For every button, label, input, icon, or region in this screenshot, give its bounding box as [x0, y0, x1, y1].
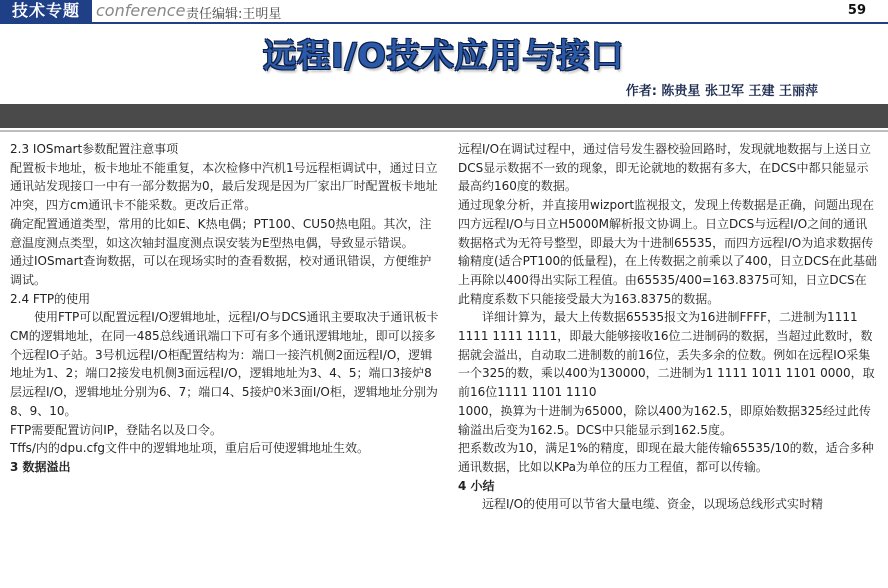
- section-tag-subtitle: conference: [96, 1, 186, 20]
- right-paragraph: 把系数改为10，满足1%的精度，即现在最大能传输65535/10的数，适合多种通讯数据，比如以KPa为单位的压力工程值，都可以传输。: [458, 441, 874, 474]
- page-number: 59: [847, 3, 866, 18]
- left-paragraph: FTP需要配置访问IP，登陆名以及口令。: [10, 422, 223, 437]
- left-paragraph: 2.3 IOSmart参数配置注意事项: [10, 142, 179, 156]
- left-column: [10, 140, 442, 477]
- header-divider: [0, 22, 888, 24]
- title-band: [0, 104, 888, 128]
- right-paragraph: 通过现象分析，并直接用wizport监视报文，发现上传数据是正确，问题出现在四方远程I/O与日立H5000M解析报文协调上。日立DCS与远程I/O之间的通讯数据格式为无符号整型，即最大为十进制65535，而四方远程I/O为追求数据传输精度(适合PT100的低量程)，在上传数据之前乘以了400，日立DCS在此基础上再除以400得出实际工程值。由65535/400=163.8375可知，日立DCS在此精度系数下只能接受最大为163.8375的数据。: [458, 198, 877, 306]
- right-paragraph: 详细计算为，最大上传数据65535报文为16进制FFFF，二进制为1111 1111 1111 1111，即最大能够接收16位二进制码的数据，当超过此数时，数据就会溢出，自动取二进制数的前16位，丢失多余的位数。例如在远程IO采集一个325的数，乘以400为130000，二进制为1 1111 1011 1101 0000，取前16位1111 1101 1110: [458, 310, 875, 400]
- section-tag: 技术专题: [0, 0, 92, 22]
- right-paragraph: 远程I/O的使用可以节省大量电缆、资金，以现场总线形式实时精: [482, 497, 824, 512]
- left-paragraph: 配置板卡地址，板卡地址不能重复，本次检修中汽机1号远程柜调试中，通过日立通讯站发现接口一中有一部分数据为0，最后发现是因为厂家出厂时配置板卡地址冲突，四方cm通讯卡不能采数。更改后正常。: [10, 160, 438, 213]
- right-paragraph: 1000，换算为十进制为65000，除以400为162.5，即原始数据325经过此传输溢出后变为162.5。DCS中只能显示到162.5度。: [458, 403, 871, 437]
- left-paragraph: 通过IOSmart查询数据，可以在现场实时的查看数据，校对通讯错误，方便维护调试。: [10, 254, 432, 287]
- page-header: [0, 0, 888, 24]
- title-band-rule: [0, 130, 888, 132]
- section-heading: 4 小结: [458, 478, 495, 493]
- right-column: [458, 140, 878, 514]
- editor-credit: 责任编辑:王明星: [186, 7, 282, 22]
- left-paragraph: 确定配置通道类型，常用的比如E、K热电偶；PT100、CU50热电阻。其次，注意温度测点类型，如这次轴封温度测点误安装为E型热电偶，导致显示错误。: [10, 216, 432, 250]
- section-heading: 3 数据溢出: [10, 459, 71, 474]
- left-paragraph: Tffs/内的dpu.cfg文件中的逻辑地址项，重启后可使逻辑地址生效。: [10, 441, 369, 456]
- article-authors: 作者: 陈贵星 张卫军 王建 王丽萍: [625, 84, 818, 99]
- left-paragraph: 2.4 FTP的使用: [10, 291, 91, 306]
- article-title: 远程I/O技术应用与接口: [263, 36, 625, 75]
- right-paragraph: 远程I/O在调试过程中，通过信号发生器校验回路时，发现就地数据与上送日立DCS显示数据不一致的现象，即无论就地的数据有多大，在DCS中都只能显示最高约160度的数据。: [458, 142, 872, 194]
- left-paragraph: 使用FTP可以配置远程I/O逻辑地址，远程I/O与DCS通讯主要取决于通讯板卡CM的逻辑地址，在同一485总线通讯端口下可有多个通讯逻辑地址，即可以接多个远程IO子站。3号机远程I/O柜配置结构为：端口一接汽机侧2面远程I/O，逻辑地址为1、2；端口2接发电机侧3面远程I/O，逻辑地址为3、4、5；端口3接炉8层远程I/O，逻辑地址分别为6、7；端口4、5接炉0米3面I/O柜，逻辑地址分别为8、9、10。: [10, 310, 439, 418]
